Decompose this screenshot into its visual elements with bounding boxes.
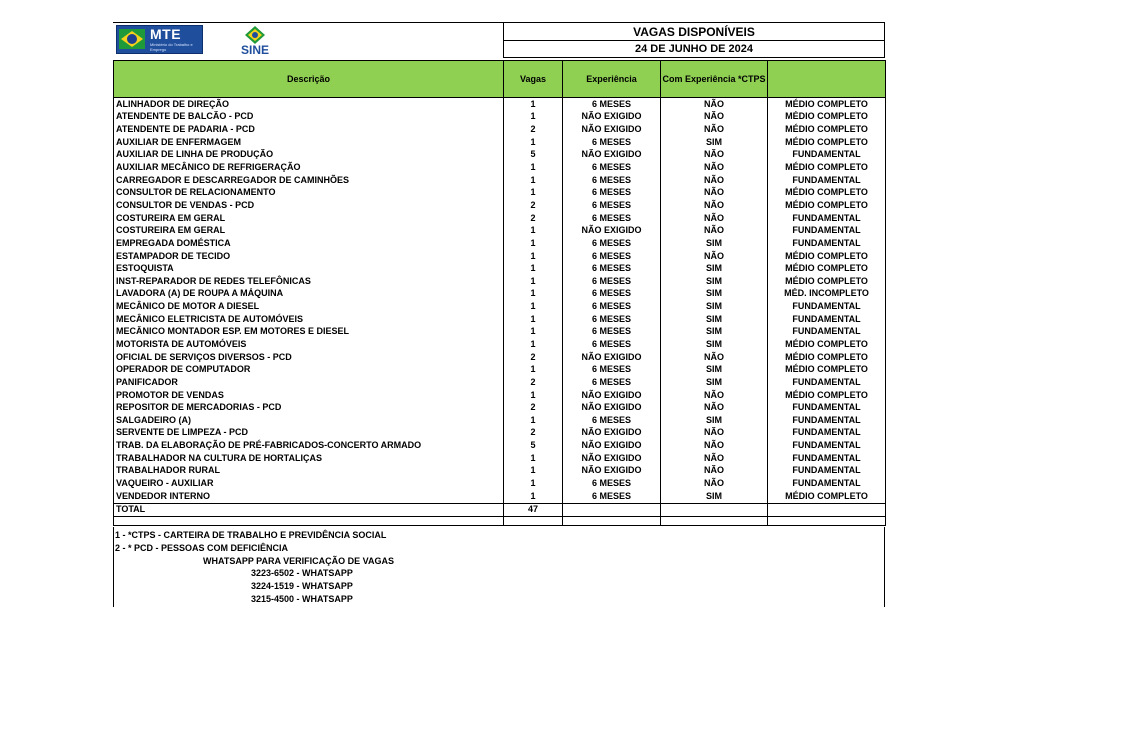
notes-right-border [884,527,885,607]
cell-education: FUNDAMENTAL [768,401,886,414]
cell-education: FUNDAMENTAL [768,326,886,339]
cell-education: MÉDIO COMPLETO [768,275,886,288]
cell-description: ESTOQUISTA [114,262,504,275]
cell-description: CARREGADOR E DESCARREGADOR DE CAMINHÕES [114,174,504,187]
cell-description: VAQUEIRO - AUXILIAR [114,477,504,490]
cell-vacancies: 1 [504,338,563,351]
column-header-ctps-experience: Com Experiência *CTPS [661,61,768,98]
cell-ctps: NÃO [661,212,768,225]
cell-ctps: NÃO [661,477,768,490]
cell-experience: NÃO EXIGIDO [563,427,661,440]
cell-experience: 6 MESES [563,161,661,174]
footnote-ctps: 1 - *CTPS - CARTEIRA DE TRABALHO E PREVIDÊNCIA SOCIAL [115,530,387,540]
cell-experience: 6 MESES [563,490,661,503]
cell-vacancies: 1 [504,237,563,250]
cell-ctps: NÃO [661,186,768,199]
cell-description: OPERADOR DE COMPUTADOR [114,363,504,376]
table-row [114,275,886,288]
cell-description: ESTAMPADOR DE TECIDO [114,250,504,263]
table-row [114,199,886,212]
cell-description: PANIFICADOR [114,376,504,389]
cell-education: FUNDAMENTAL [768,300,886,313]
cell-experience: 6 MESES [563,275,661,288]
cell-description: TRAB. DA ELABORAÇÃO DE PRÉ-FABRICADOS-CONCERTO ARMADO [114,439,504,452]
cell-experience: 6 MESES [563,477,661,490]
table-row [114,401,886,414]
cell-education: MÉDIO COMPLETO [768,186,886,199]
table-row [114,237,886,250]
cell-education: MÉDIO COMPLETO [768,136,886,149]
cell-vacancies: 2 [504,199,563,212]
total-row [114,503,886,516]
cell-experience: 6 MESES [563,313,661,326]
cell-description: CONSULTOR DE VENDAS - PCD [114,199,504,212]
cell-ctps: NÃO [661,98,768,111]
cell-vacancies: 1 [504,174,563,187]
cell-ctps: NÃO [661,161,768,174]
cell-description: MECÂNICO MONTADOR ESP. EM MOTORES E DIESEL [114,326,504,339]
cell-vacancies: 2 [504,351,563,364]
cell-vacancies: 1 [504,250,563,263]
cell-experience: NÃO EXIGIDO [563,111,661,124]
table-row [114,427,886,440]
cell-ctps: NÃO [661,123,768,136]
cell-vacancies: 5 [504,439,563,452]
table-row [114,250,886,263]
cell-experience: NÃO EXIGIDO [563,123,661,136]
cell-vacancies: 2 [504,427,563,440]
cell-description: CONSULTOR DE RELACIONAMENTO [114,186,504,199]
cell-description: COSTUREIRA EM GERAL [114,224,504,237]
column-header-vacancies: Vagas [504,61,563,98]
cell-description: MOTORISTA DE AUTOMÓVEIS [114,338,504,351]
cell-vacancies: 1 [504,136,563,149]
blank-cell [768,516,886,525]
whatsapp-phone: 3224-1519 - WHATSAPP [251,581,353,592]
cell-education: MÉDIO COMPLETO [768,363,886,376]
cell-description: EMPREGADA DOMÉSTICA [114,237,504,250]
cell-vacancies: 1 [504,275,563,288]
table-row [114,300,886,313]
cell-ctps: NÃO [661,199,768,212]
cell-experience: 6 MESES [563,376,661,389]
cell-education: FUNDAMENTAL [768,439,886,452]
cell-education: FUNDAMENTAL [768,174,886,187]
cell-education: FUNDAMENTAL [768,376,886,389]
cell-description: MECÂNICO DE MOTOR A DIESEL [114,300,504,313]
cell-ctps: NÃO [661,439,768,452]
cell-vacancies: 1 [504,300,563,313]
total-value: 47 [504,503,563,516]
cell-education: MÉDIO COMPLETO [768,490,886,503]
cell-vacancies: 1 [504,363,563,376]
footnote-pcd: 2 - * PCD - PESSOAS COM DEFICIÊNCIA [115,542,289,553]
whatsapp-phone: 3215-4500 - WHATSAPP [251,593,353,604]
table-row [114,98,886,111]
blank-cell [563,516,661,525]
cell-vacancies: 1 [504,326,563,339]
cell-ctps: NÃO [661,250,768,263]
cell-vacancies: 5 [504,149,563,162]
cell-experience: NÃO EXIGIDO [563,439,661,452]
table-row [114,174,886,187]
cell-experience: NÃO EXIGIDO [563,149,661,162]
blank-cell [661,516,768,525]
cell-vacancies: 1 [504,98,563,111]
table-row [114,439,886,452]
table-row [114,136,886,149]
table-row [114,111,886,124]
cell-ctps: NÃO [661,465,768,478]
cell-experience: NÃO EXIGIDO [563,351,661,364]
table-row [114,262,886,275]
cell-description: OFICIAL DE SERVIÇOS DIVERSOS - PCD [114,351,504,364]
column-header-education [768,61,886,98]
vacancies-table [113,60,886,526]
cell-description: TRABALHADOR RURAL [114,465,504,478]
cell-education: MÉDIO COMPLETO [768,262,886,275]
cell-experience: 6 MESES [563,414,661,427]
cell-ctps: SIM [661,414,768,427]
table-row [114,338,886,351]
cell-vacancies: 1 [504,161,563,174]
table-row [114,465,886,478]
table-row [114,414,886,427]
cell-vacancies: 1 [504,186,563,199]
cell-vacancies: 1 [504,465,563,478]
cell-experience: NÃO EXIGIDO [563,452,661,465]
cell-vacancies: 1 [504,452,563,465]
cell-vacancies: 1 [504,288,563,301]
cell-ctps: NÃO [661,351,768,364]
cell-education: MÉDIO COMPLETO [768,351,886,364]
cell-experience: 6 MESES [563,250,661,263]
cell-experience: 6 MESES [563,212,661,225]
cell-ctps: SIM [661,326,768,339]
cell-ctps: NÃO [661,149,768,162]
table-row [114,477,886,490]
cell-education: FUNDAMENTAL [768,452,886,465]
cell-experience: 6 MESES [563,338,661,351]
cell-ctps: SIM [661,237,768,250]
table-row [114,490,886,503]
cell-experience: 6 MESES [563,186,661,199]
cell-vacancies: 1 [504,490,563,503]
cell-education: MÉDIO COMPLETO [768,98,886,111]
blank-cell [504,516,563,525]
footnotes [115,529,394,606]
total-empty [661,503,768,516]
cell-experience: 6 MESES [563,174,661,187]
cell-description: TRABALHADOR NA CULTURA DE HORTALIÇAS [114,452,504,465]
cell-description: PROMOTOR DE VENDAS [114,389,504,402]
mte-logo [116,25,203,54]
cell-experience: 6 MESES [563,237,661,250]
cell-description: ALINHADOR DE DIREÇÃO [114,98,504,111]
cell-ctps: SIM [661,490,768,503]
cell-education: MÉDIO COMPLETO [768,250,886,263]
cell-vacancies: 1 [504,111,563,124]
cell-vacancies: 1 [504,414,563,427]
column-header-experience: Experiência [563,61,661,98]
table-row [114,389,886,402]
cell-ctps: SIM [661,262,768,275]
cell-education: FUNDAMENTAL [768,313,886,326]
cell-experience: 6 MESES [563,262,661,275]
page-date: 24 DE JUNHO DE 2024 [635,43,753,55]
title-box [503,22,885,58]
total-empty [768,503,886,516]
cell-ctps: NÃO [661,389,768,402]
cell-vacancies: 1 [504,477,563,490]
cell-experience: NÃO EXIGIDO [563,224,661,237]
table-row [114,363,886,376]
cell-education: MÉDIO COMPLETO [768,199,886,212]
cell-education: MÉDIO COMPLETO [768,338,886,351]
cell-vacancies: 2 [504,123,563,136]
cell-ctps: SIM [661,275,768,288]
mte-logo-subtitle: Ministério do Trabalho e Emprego [150,42,193,52]
table-row [114,376,886,389]
brazil-flag-icon [119,29,145,49]
column-header-description: Descrição [114,61,504,98]
cell-education: FUNDAMENTAL [768,224,886,237]
cell-vacancies: 2 [504,212,563,225]
cell-description: COSTUREIRA EM GERAL [114,212,504,225]
cell-description: REPOSITOR DE MERCADORIAS - PCD [114,401,504,414]
cell-ctps: SIM [661,376,768,389]
table-row [114,212,886,225]
cell-experience: 6 MESES [563,199,661,212]
table-row [114,224,886,237]
cell-education: MÉDIO COMPLETO [768,111,886,124]
table-row [114,161,886,174]
cell-ctps: NÃO [661,111,768,124]
cell-experience: 6 MESES [563,363,661,376]
cell-experience: NÃO EXIGIDO [563,389,661,402]
cell-vacancies: 2 [504,376,563,389]
cell-ctps: NÃO [661,427,768,440]
total-empty [563,503,661,516]
cell-ctps: NÃO [661,174,768,187]
cell-experience: 6 MESES [563,98,661,111]
cell-education: FUNDAMENTAL [768,237,886,250]
cell-description: MECÂNICO ELETRICISTA DE AUTOMÓVEIS [114,313,504,326]
table-row [114,326,886,339]
cell-ctps: NÃO [661,452,768,465]
table-row [114,452,886,465]
mte-logo-text: MTE [150,26,182,42]
sine-logo [239,26,271,58]
cell-education: MÉDIO COMPLETO [768,161,886,174]
cell-education: FUNDAMENTAL [768,427,886,440]
cell-ctps: SIM [661,288,768,301]
cell-education: MÉD. INCOMPLETO [768,288,886,301]
table-row [114,123,886,136]
cell-description: AUXILIAR MECÂNICO DE REFRIGERAÇÃO [114,161,504,174]
cell-vacancies: 1 [504,389,563,402]
cell-description: AUXILIAR DE LINHA DE PRODUÇÃO [114,149,504,162]
cell-experience: 6 MESES [563,300,661,313]
table-row [114,149,886,162]
cell-description: VENDEDOR INTERNO [114,490,504,503]
cell-ctps: NÃO [661,224,768,237]
cell-vacancies: 1 [504,224,563,237]
table-row [114,186,886,199]
cell-ctps: SIM [661,363,768,376]
cell-vacancies: 1 [504,313,563,326]
sheet-header [113,22,885,60]
cell-ctps: SIM [661,136,768,149]
cell-experience: 6 MESES [563,136,661,149]
cell-ctps: SIM [661,313,768,326]
notes-left-border [113,527,114,607]
page-title: VAGAS DISPONÍVEIS [504,23,884,41]
cell-ctps: SIM [661,300,768,313]
cell-description: ATENDENTE DE PADARIA - PCD [114,123,504,136]
cell-description: SERVENTE DE LIMPEZA - PCD [114,427,504,440]
cell-education: FUNDAMENTAL [768,465,886,478]
cell-description: SALGADEIRO (A) [114,414,504,427]
cell-education: FUNDAMENTAL [768,212,886,225]
sine-logo-text: SINE [240,43,269,57]
blank-cell [114,516,504,525]
table-header-row [114,61,886,98]
cell-vacancies: 1 [504,262,563,275]
cell-education: MÉDIO COMPLETO [768,123,886,136]
cell-education: FUNDAMENTAL [768,149,886,162]
cell-description: AUXILIAR DE ENFERMAGEM [114,136,504,149]
total-label: TOTAL [114,503,504,516]
cell-education: FUNDAMENTAL [768,477,886,490]
cell-experience: 6 MESES [563,288,661,301]
cell-description: ATENDENTE DE BALCÃO - PCD [114,111,504,124]
whatsapp-title: WHATSAPP PARA VERIFICAÇÃO DE VAGAS [203,555,395,566]
job-listing-sheet [113,22,885,607]
blank-row [114,516,886,525]
table-row [114,351,886,364]
cell-ctps: NÃO [661,401,768,414]
cell-description: LAVADORA (A) DE ROUPA A MÁQUINA [114,288,504,301]
cell-experience: NÃO EXIGIDO [563,465,661,478]
cell-experience: NÃO EXIGIDO [563,401,661,414]
cell-vacancies: 2 [504,401,563,414]
sine-emblem-icon [245,26,265,44]
cell-ctps: SIM [661,338,768,351]
cell-experience: 6 MESES [563,326,661,339]
table-row [114,313,886,326]
whatsapp-phone: 3223-6502 - WHATSAPP [251,568,353,579]
cell-education: FUNDAMENTAL [768,414,886,427]
logo-area [113,22,503,60]
cell-education: MÉDIO COMPLETO [768,389,886,402]
cell-description: INST-REPARADOR DE REDES TELEFÔNICAS [114,275,504,288]
table-row [114,288,886,301]
